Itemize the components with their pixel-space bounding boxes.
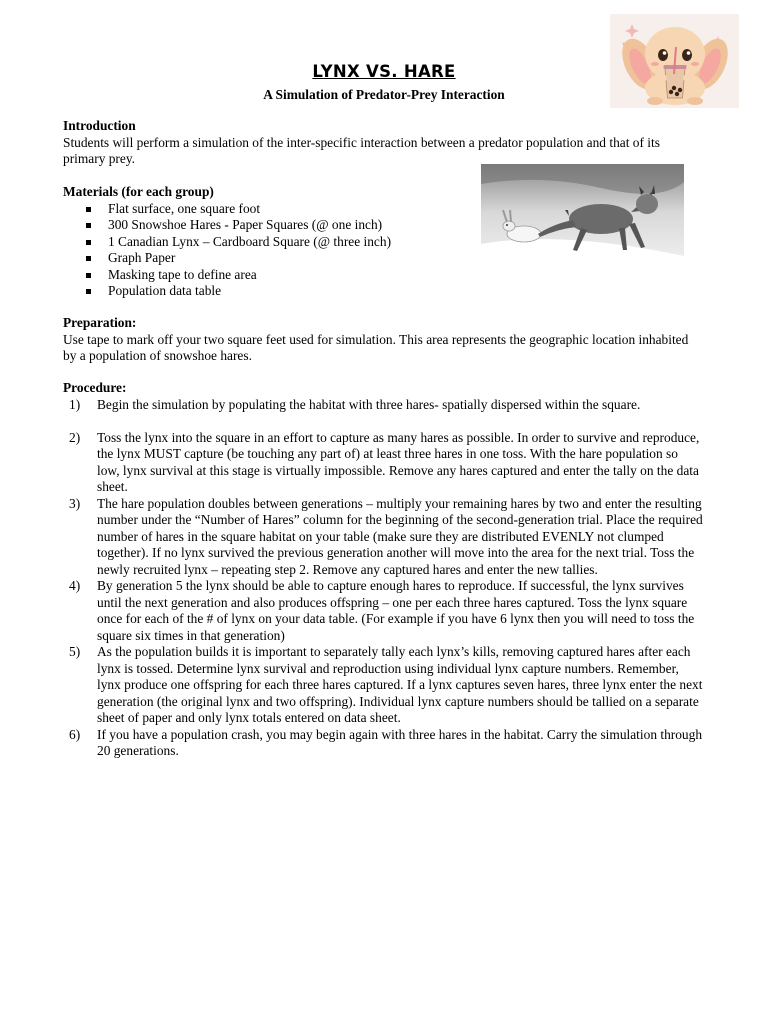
materials-heading: Materials (for each group) [63,184,214,199]
step-text: As the population builds it is important to separately tally each lynx’s kills, removing captured hares after each lynx is tossed. Determine lynx survival and reproduction using individual lynx capture numbers. Remember, lynx produce one offspring for each three hares captured. If a lynx captures seven hares, three lynx enter the next generation (the original lynx and two offspring). Individual lynx capture numbers should be tallied on a separate sheet of paper and only lynx totals entered on data sheet. [97,644,703,725]
introduction-section [63,118,703,168]
step-text: By generation 5 the lynx should be able to capture enough hares to reproduce. If successful, the lynx survives until the next generation and also produces offspring – one per each three hares captured. Toss the lynx square once for each of the # of lynx on your data table. (For example if you have 6 lynx then you will need to toss the square six times in that generation) [97,578,695,643]
step-number: 3) [69,495,81,511]
materials-item: Population data table [63,283,703,300]
materials-item: Flat surface, one square foot [63,201,703,218]
step-number: 2) [69,429,81,445]
procedure-step [63,496,703,579]
document-title: LYNX VS. HARE [312,62,456,81]
step-text: Toss the lynx into the square in an effort to capture as many hares as possible. In order to survive and reproduce, the lynx MUST capture (be touching any part of) at least three hares in one toss. With the hare population so low, lynx survival at this stage is virtually impossible. Remove any hares captured and enter the tally on the data sheet. [97,429,700,494]
materials-item: 300 Snowshoe Hares - Paper Squares (@ one inch) [63,217,703,234]
procedure-step [63,430,703,496]
preparation-section [63,315,703,365]
materials-list [63,201,703,300]
preparation-text: Use tape to mark off your two square feet used for simulation. This area represents the geographic location inhabited by a population of snowshoe hares. [63,331,689,363]
procedure-step [63,727,703,760]
materials-section [63,184,703,300]
step-number: 5) [69,644,81,659]
procedure-heading: Procedure: [63,380,127,395]
step-number: 4) [69,578,81,593]
step-text: The hare population doubles between generations – multiply your remaining hares by two and enter the resulting number under the “Number of Hares” column for the beginning of the second-generation trial. Place the required number of hares in the square habitat on your table (make sure they are distributed EVENLY not clumped together). If no lynx survived the previous generation another will move into the area for the next trial. Toss the newly recruited lynx – repeating step 2. Remove any captured hares and enter the new tallies. [97,495,703,577]
introduction-text: Students will perform a simulation of the inter-specific interaction between a predator population and that of its primary prey. [63,134,660,166]
step-number: 1) [69,396,81,412]
step-text: If you have a population crash, you may begin again with three hares in the habitat. Carry the simulation through 20 generations. [97,726,703,758]
procedure-steps [63,397,703,760]
materials-item: Masking tape to define area [63,267,703,284]
procedure-step [63,397,703,414]
procedure-section [63,380,703,760]
materials-item: 1 Canadian Lynx – Cardboard Square (@ three inch) [63,234,703,251]
procedure-step [63,578,703,644]
introduction-heading: Introduction [63,118,136,133]
step-number: 6) [69,726,81,742]
procedure-step [63,644,703,727]
materials-item: Graph Paper [63,250,703,267]
preparation-heading: Preparation: [63,315,137,330]
document-subtitle: A Simulation of Predator-Prey Interaction [263,87,505,102]
step-text: Begin the simulation by populating the habitat with three hares- spatially dispersed within the square. [97,396,641,412]
